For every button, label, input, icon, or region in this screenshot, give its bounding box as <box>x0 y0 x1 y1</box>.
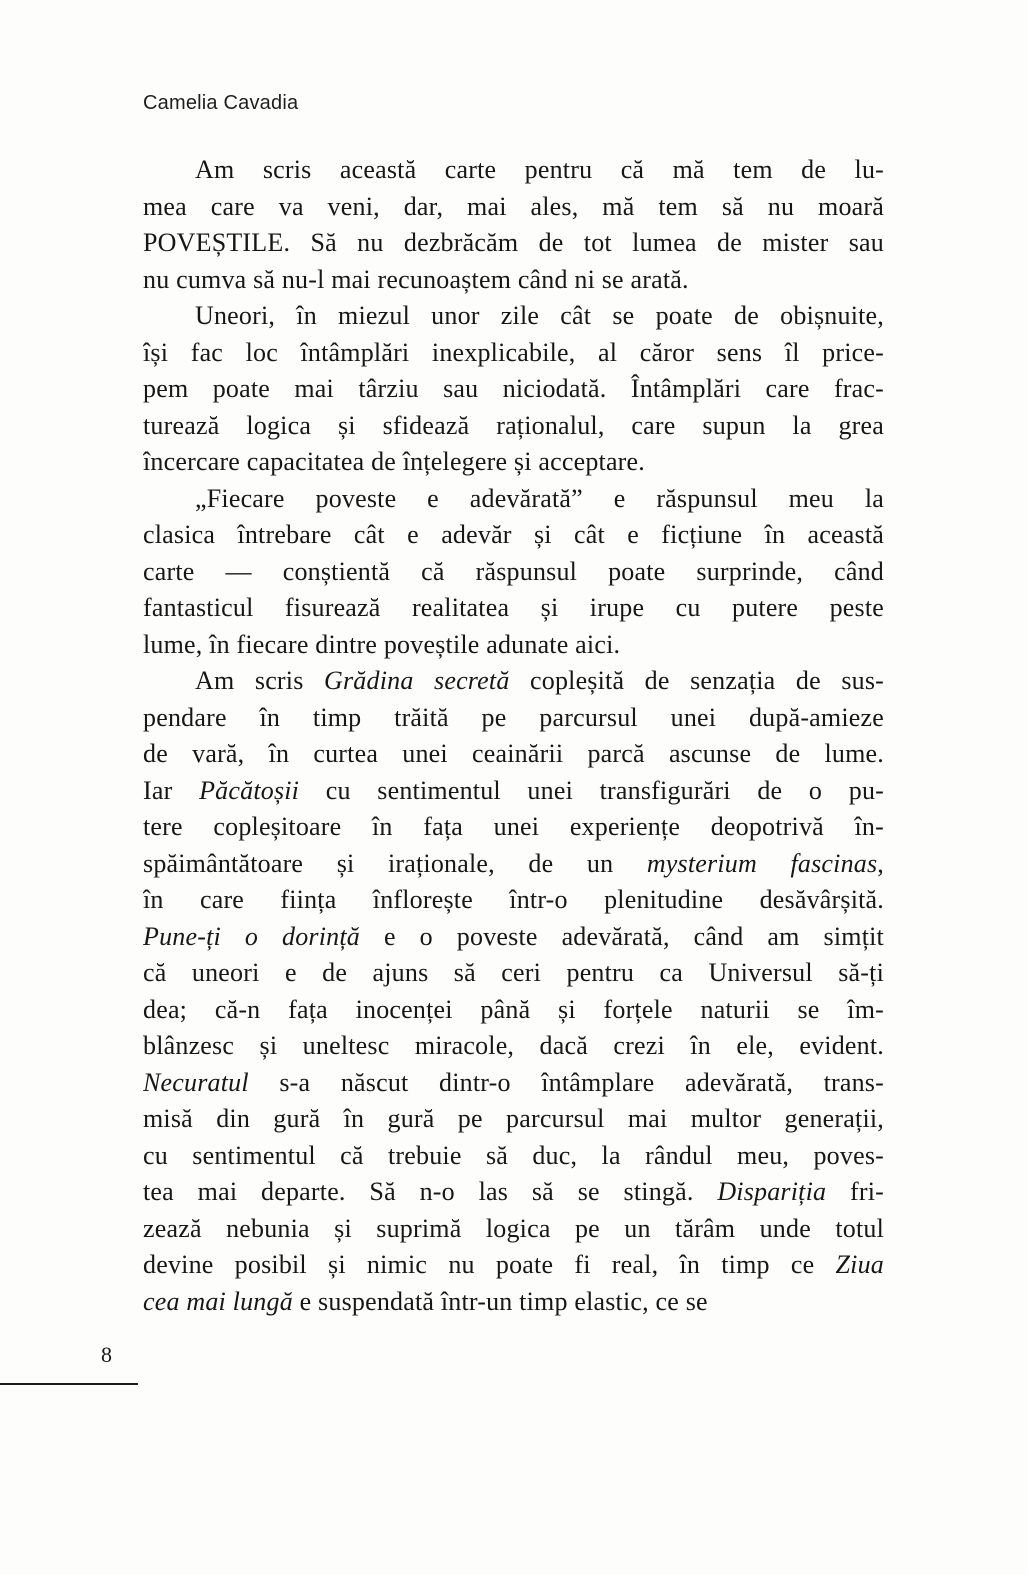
text-segment: copleșită de senzația de sus- <box>509 666 884 695</box>
text-line <box>143 1028 884 1065</box>
text-segment: clasica întrebare cât e adevăr și cât e ficțiune în această <box>143 520 884 549</box>
text-segment: mea care va veni, dar, mai ales, mă tem să nu moară <box>143 191 884 221</box>
text-line <box>143 846 884 883</box>
text-line <box>143 700 884 737</box>
italic-text-segment: cea mai lungă <box>143 1286 293 1316</box>
text-segment: că uneori e de ajuns să ceri pentru ca Universul să-ți <box>143 958 884 987</box>
text-line <box>143 262 884 299</box>
text-line <box>143 1284 884 1321</box>
text-line <box>143 298 884 335</box>
paragraph <box>143 481 884 664</box>
page-number: 8 <box>101 1342 112 1367</box>
text-segment: Am scris <box>195 666 325 695</box>
italic-text-segment: Dispariția <box>717 1177 827 1206</box>
text-line <box>143 1247 884 1284</box>
text-segment: devine posibil și nimic nu poate fi real, în timp ce <box>143 1250 836 1279</box>
text-line <box>143 554 884 591</box>
text-line <box>143 152 884 189</box>
text-line <box>143 882 884 919</box>
text-segment: Uneori, în miezul unor zile cât se poate de obișnuite, <box>195 301 884 330</box>
text-segment: e suspendată într-un timp elastic, ce se <box>292 1286 708 1316</box>
text-line <box>143 444 884 481</box>
text-segment: tere copleșitoare în fața unei experiențe deopotrivă în- <box>143 812 884 841</box>
text-line <box>143 773 884 810</box>
text-segment: își fac loc întâmplări inexplicabile, al căror sens îl price- <box>143 337 884 367</box>
text-line <box>143 663 884 700</box>
italic-text-segment: Pune-ți o dorință <box>143 921 360 951</box>
italic-text-segment: Necuratul <box>143 1067 249 1097</box>
text-segment: POVEȘTILE. Să nu dezbrăcăm de tot lumea de mister sau <box>143 228 884 257</box>
paragraph <box>143 298 884 481</box>
text-line <box>143 919 884 956</box>
text-segment: fri- <box>826 1177 884 1206</box>
text-segment: blânzesc și uneltesc miracole, dacă crezi în ele, evident. <box>143 1031 884 1060</box>
text-segment: s-a născut dintr-o întâmplare adevărată, trans- <box>248 1067 884 1097</box>
text-line <box>143 1138 884 1175</box>
text-line <box>143 371 884 408</box>
text-segment: Iar <box>143 775 200 805</box>
paragraph <box>143 152 884 298</box>
body-text <box>143 152 884 1320</box>
text-segment: dea; că-n fața inocenței până și forțele naturii se îm- <box>143 994 884 1024</box>
text-segment: tea mai departe. Să n-o las să se stingă. <box>143 1177 718 1206</box>
text-segment: încercare capacitatea de înțelegere și acceptare. <box>143 447 645 476</box>
text-segment: , <box>877 848 884 878</box>
italic-text-segment: Grădina secretă <box>324 666 510 695</box>
text-segment: Am scris această carte pentru că mă tem de lu- <box>195 155 884 184</box>
text-line <box>143 590 884 627</box>
text-segment: pendare în timp trăită pe parcursul unei după-amieze <box>143 702 884 732</box>
text-segment: în care ființa înflorește într-o plenitudine desăvârșită. <box>143 885 884 914</box>
paragraph <box>143 663 884 1320</box>
text-line <box>143 189 884 226</box>
text-segment: „Fiecare poveste e adevărată” e răspunsul meu la <box>195 483 884 513</box>
text-line <box>143 809 884 846</box>
italic-text-segment: Ziua <box>835 1250 884 1279</box>
text-segment: spăimântătoare și iraționale, de un <box>143 848 647 878</box>
text-segment: carte — conștientă că răspunsul poate surprinde, când <box>143 556 884 586</box>
text-segment: cu sentimentul unei transfigurări de o pu- <box>299 775 884 805</box>
text-line <box>143 1101 884 1138</box>
italic-text-segment: mysterium fascinas <box>646 848 878 878</box>
text-line <box>143 992 884 1029</box>
footer-rule <box>0 1383 138 1385</box>
text-line <box>143 517 884 554</box>
text-segment: e o poveste adevărată, când am simțit <box>360 921 884 951</box>
text-segment: fantasticul fisurează realitatea și irupe cu putere peste <box>143 593 884 622</box>
text-segment: nu cumva să nu-l mai recunoaștem când ni se arată. <box>143 264 689 294</box>
text-line <box>143 1065 884 1102</box>
text-line <box>143 335 884 372</box>
text-segment: misă din gură în gură pe parcursul mai multor generații, <box>143 1104 884 1133</box>
text-line <box>143 955 884 992</box>
text-segment: zează nebunia și suprimă logica pe un tărâm unde totul <box>143 1213 884 1243</box>
text-segment: turează logica și sfidează raționalul, care supun la grea <box>143 410 884 440</box>
italic-text-segment: Păcătoșii <box>199 775 300 805</box>
text-line <box>143 736 884 773</box>
text-segment: pem poate mai târziu sau niciodată. Întâmplări care frac- <box>143 374 884 403</box>
text-segment: cu sentimentul că trebuie să duc, la rândul meu, poves- <box>143 1140 884 1170</box>
text-line <box>143 627 884 664</box>
author-header: Camelia Cavadia <box>143 92 299 114</box>
text-line <box>143 481 884 518</box>
text-segment: de vară, în curtea unei ceainării parcă ascunse de lume. <box>143 739 884 768</box>
text-line <box>143 225 884 262</box>
text-line <box>143 1174 884 1211</box>
text-segment: lume, în fiecare dintre poveștile adunate aici. <box>143 629 621 659</box>
text-line <box>143 408 884 445</box>
text-line <box>143 1211 884 1248</box>
